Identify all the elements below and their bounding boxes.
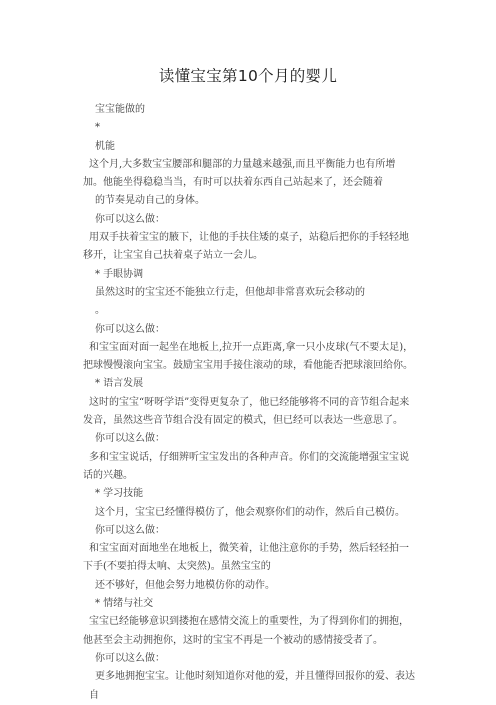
paragraph-line: 你可以这么做： [95,213,165,225]
paragraph-line: 和宝宝面对面地坐在地板上，微笑着，让他注意你的手势，然后轻轻拍一下手(不要拍得太响、太突然)。虽然宝宝的 [83,543,409,573]
paragraph-line: 你可以这么做： [95,323,165,335]
document-body [83,101,415,705]
paragraph-line: * 情绪与社交 [95,598,154,610]
paragraph-line: 这个月，宝宝已经懂得模仿了，他会观察你们的动作，然后自己模仿。 [95,506,405,518]
document-title: 读懂宝宝第10个月的婴儿 [158,67,338,85]
paragraph-line: 机能 [95,140,115,152]
paragraph-line: 这个月,大多数宝宝腰部和腿部的力量越来越强,而且平衡能力也有所增加。他能坐得稳稳当当，有时可以扶着东西自己站起来了，还会随着 [83,158,396,189]
paragraph-line: 宝宝已经能够意识到搂抱在感情交流上的重要性，为了得到你们的拥抱，他甚至会主动拥抱你，这时的宝宝不再是一个被动的感情接受者了。 [83,616,409,646]
paragraph-line: * 学习技能 [95,488,144,500]
paragraph-line: 还不够好，但他会努力地模仿你的动作。 [95,579,275,591]
paragraph-line: 的节奏晃动自己的身体。 [95,195,205,207]
paragraph-line: * 手眼协调 [95,268,144,280]
paragraph-line: 这时的宝宝“呀呀学语”变得更复杂了，他已经能够将不同的音节组合起来发音，虽然这些音节组合没有固定的模式，但已经可以表达一些意思了。 [83,396,410,427]
paragraph-line: * [95,122,100,134]
paragraph-line: 多和宝宝说话，仔细辨听宝宝发出的各种声音。你们的交流能增强宝宝说话的兴趣。 [83,451,409,481]
paragraph-line: 和宝宝面对面一起坐在地板上,拉开一点距离,拿一只小皮球(气不要太足)，把球慢慢滚向宝宝。鼓励宝宝用手接住滚动的球，看他能否把球滚回给你。 [83,341,414,372]
paragraph-line: 你可以这么做： [95,524,165,536]
paragraph-line: 你可以这么做： [95,433,165,445]
paragraph-line: 用双手扶着宝宝的腋下，让他的手扶住矮的桌子，站稳后把你的手轻轻地移开，让宝宝自己扶着桌子站立一会儿。 [83,232,409,262]
paragraph-line: 宝宝能做的 [95,104,145,115]
paragraph-line: * 语言发展 [95,378,144,390]
paragraph-line: 更多地拥抱宝宝。让他时刻知道你对他的爱，并且懂得回报你的爱、表达自 [89,671,415,701]
paragraph-line: 你可以这么做： [95,652,165,664]
paragraph-line: 虽然这时的宝宝还不能独立行走，但他却非常喜欢玩会移动的 [95,286,365,298]
paragraph-line: 。 [95,305,105,317]
